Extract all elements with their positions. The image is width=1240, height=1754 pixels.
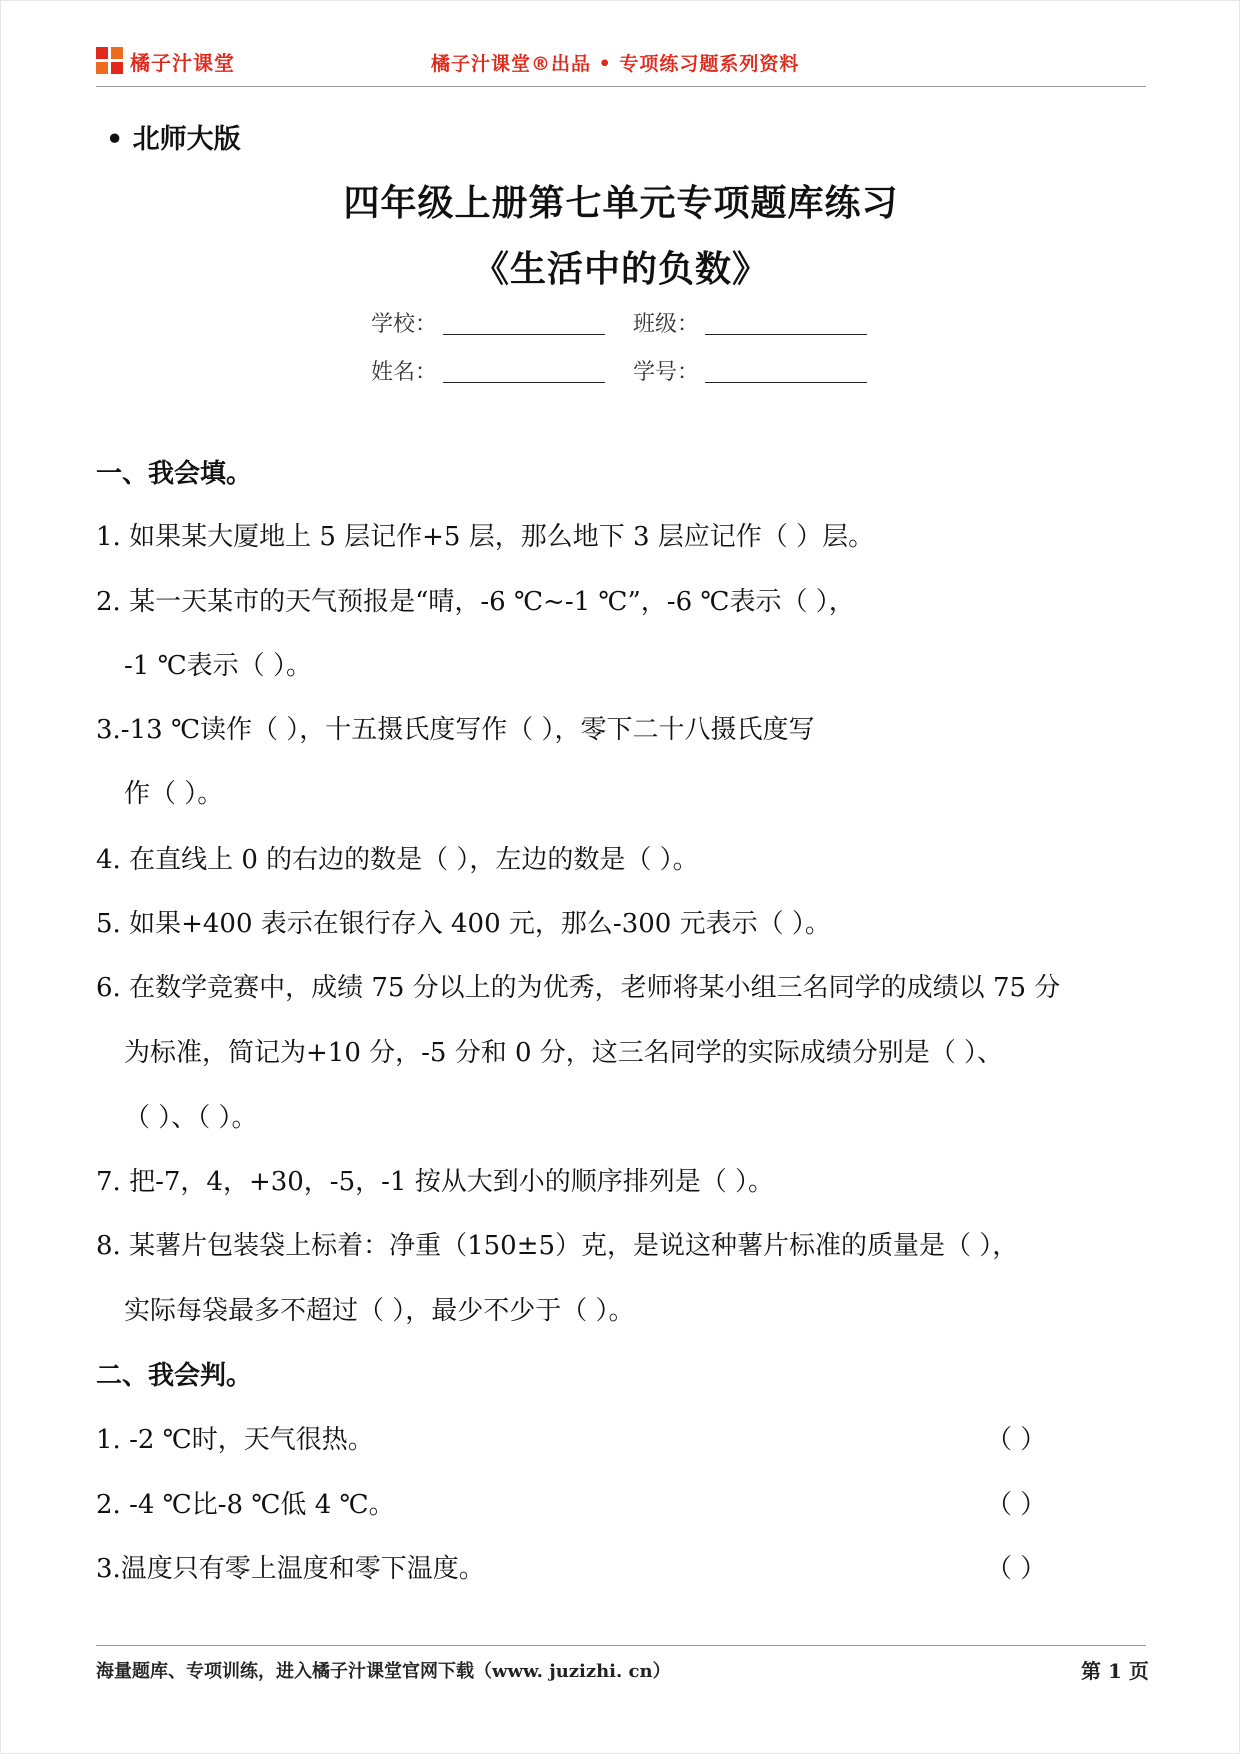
question-6-cont1: 为标准，简记为+10 分，-5 分和 0 分，这三名同学的实际成绩分别是（ ）、 [124, 1038, 1004, 1068]
name-blank[interactable] [443, 360, 605, 383]
number-blank[interactable] [705, 360, 867, 383]
class-label: 班级： [633, 312, 700, 337]
brand-logo-icon [96, 47, 124, 75]
question-5: 5. 如果+400 表示在银行存入 400 元，那么-300 元表示（ ）。 [96, 909, 831, 939]
question-6: 6. 在数学竞赛中，成绩 75 分以上的为优秀，老师将某小组三名同学的成绩以 75 分 [96, 973, 1061, 1003]
school-blank[interactable] [443, 312, 605, 335]
judge-item-1: 1. -2 ℃时，天气很热。 [96, 1425, 374, 1455]
number-label: 学号： [633, 360, 700, 385]
name-label: 姓名： [371, 360, 438, 385]
page-header [96, 41, 1146, 85]
header-title: 橘子汁课堂®出品 • 专项练习题系列资料 [431, 53, 800, 75]
worksheet-title: 四年级上册第七单元专项题库练习 [343, 183, 899, 224]
question-3: 3.-13 ℃读作（ ），十五摄氏度写作（ ），零下二十八摄氏度写 [96, 715, 815, 745]
section2-heading: 二、我会判。 [96, 1361, 253, 1391]
name-field [371, 355, 605, 386]
judge-answer-3[interactable]: （ ） [986, 1554, 1047, 1584]
section1-heading: 一、我会填。 [96, 459, 253, 489]
question-7: 7. 把-7，4，+30，-5，-1 按从大到小的顺序排列是（ ）。 [96, 1167, 774, 1197]
judge-item-3: 3.温度只有零上温度和零下温度。 [96, 1554, 485, 1584]
question-1: 1. 如果某大厦地上 5 层记作+5 层，那么地下 3 层应记作（ ）层。 [96, 522, 875, 552]
footer-note: 海量题库、专项训练，进入橘子汁课堂官网下载（www. juzizhi. cn） [96, 1661, 671, 1682]
header-divider [96, 86, 1146, 87]
question-2-cont: -1 ℃表示（ ）。 [124, 651, 312, 681]
class-blank[interactable] [705, 312, 867, 335]
question-2: 2. 某一天某市的天气预报是“晴，-6 ℃~-1 ℃”，-6 ℃表示（ ）， [96, 587, 855, 617]
school-label: 学校： [371, 312, 438, 337]
footer-divider [96, 1645, 1146, 1646]
judge-answer-1[interactable]: （ ） [986, 1425, 1047, 1455]
question-3-cont: 作（ ）。 [124, 779, 224, 809]
class-field [633, 307, 867, 338]
judge-item-2: 2. -4 ℃比-8 ℃低 4 ℃。 [96, 1490, 395, 1520]
question-6-cont2: （ ）、（ ）。 [124, 1103, 258, 1133]
edition-label: • 北师大版 [106, 124, 241, 155]
brand-name: 橘子汁课堂 [130, 51, 235, 75]
question-4: 4. 在直线上 0 的右边的数是（ ），左边的数是（ ）。 [96, 845, 699, 875]
worksheet-subtitle: 《生活中的负数》 [472, 249, 769, 290]
school-field [371, 307, 605, 338]
judge-answer-2[interactable]: （ ） [986, 1490, 1047, 1520]
question-8: 8. 某薯片包装袋上标着：净重（150±5）克，是说这种薯片标准的质量是（ ）， [96, 1231, 1019, 1261]
page-number: 第 1 页 [1081, 1659, 1149, 1683]
number-field [633, 355, 867, 386]
question-8-cont: 实际每袋最多不超过（ ），最少不少于（ ）。 [124, 1296, 635, 1326]
